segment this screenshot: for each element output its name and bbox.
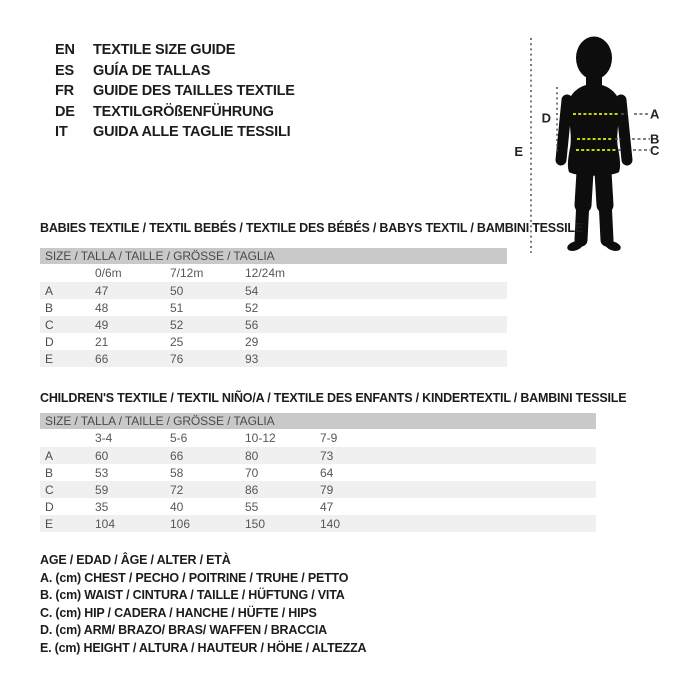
left-arm-shape <box>561 100 567 160</box>
legend-line-age: AGE / EDAD / ÂGE / ALTER / ETÀ <box>40 553 231 567</box>
table-cell: 73 <box>320 448 334 463</box>
table-cell: 86 <box>245 482 259 497</box>
legend-line-arm: D. (cm) ARM/ BRAZO/ BRAS/ WAFFEN / BRACCIA <box>40 623 327 637</box>
table-cell: 80 <box>245 448 259 463</box>
column-header: 7/12m <box>170 266 204 280</box>
label-e: E <box>514 144 523 159</box>
babies-size-table <box>40 248 507 367</box>
table-cell: 35 <box>95 499 109 514</box>
neck-shape <box>586 70 602 86</box>
legend-line-chest: A. (cm) CHEST / PECHO / POITRINE / TRUHE / PETTO <box>40 570 349 585</box>
table-row <box>40 282 507 299</box>
table-cell: 49 <box>95 317 109 332</box>
table-cell: 140 <box>320 516 341 531</box>
children-size-table <box>40 413 596 532</box>
column-header: 3-4 <box>95 431 113 445</box>
table-cell: 55 <box>245 499 259 514</box>
label-c: C <box>650 143 660 158</box>
right-leg-shape <box>604 180 607 240</box>
table-row <box>40 447 596 464</box>
table-cell: 64 <box>320 465 334 480</box>
table-cell: 47 <box>320 499 334 514</box>
table-row <box>40 299 507 316</box>
row-label: D <box>45 499 54 514</box>
table-cell: 48 <box>95 300 109 315</box>
table-cell: 51 <box>170 300 184 315</box>
table-cell: 76 <box>170 351 184 366</box>
table-cell: 72 <box>170 482 184 497</box>
table-cell: 29 <box>245 334 259 349</box>
table-cell: 50 <box>170 283 184 298</box>
table-row <box>40 481 596 498</box>
table-cell: 60 <box>95 448 109 463</box>
row-label: B <box>45 465 54 480</box>
babies-size-header-bar: SIZE / TALLA / TAILLE / GRÖSSE / TAGLIA <box>40 248 507 264</box>
right-arm-shape <box>621 100 627 160</box>
table-cell: 25 <box>170 334 184 349</box>
table-cell: 58 <box>170 465 184 480</box>
row-label: A <box>45 283 54 298</box>
table-cell: 40 <box>170 499 184 514</box>
legend-line-hip: C. (cm) HIP / CADERA / HANCHE / HÜFTE / HIPS <box>40 605 317 620</box>
table-cell: 52 <box>170 317 184 332</box>
row-label: A <box>45 448 54 463</box>
column-header: 12/24m <box>245 266 286 280</box>
row-label: E <box>45 351 54 366</box>
row-label: E <box>45 516 54 531</box>
table-cell: 21 <box>95 334 109 349</box>
table-cell: 59 <box>95 482 109 497</box>
table-row <box>40 515 596 532</box>
table-cell: 66 <box>95 351 109 366</box>
table-cell: 66 <box>170 448 184 463</box>
table-row <box>40 464 596 481</box>
label-a: A <box>650 106 660 122</box>
legend-line-height: E. (cm) HEIGHT / ALTURA / HAUTEUR / HÖHE / ALTEZZA <box>40 640 367 655</box>
table-cell: 54 <box>245 283 259 298</box>
language-code: ES <box>55 62 74 79</box>
table-cell: 47 <box>95 283 109 298</box>
language-title-list <box>55 40 295 143</box>
row-label: D <box>45 334 54 349</box>
column-header: 5-6 <box>170 431 188 445</box>
language-row <box>55 122 295 143</box>
language-row <box>55 61 295 82</box>
table-cell: 150 <box>245 516 266 531</box>
language-name: GUIDA ALLE TAGLIE TESSILI <box>93 124 291 140</box>
row-label: C <box>45 482 54 497</box>
table-cell: 70 <box>245 465 259 480</box>
torso-shape <box>568 84 620 176</box>
label-b: B <box>650 131 660 147</box>
measurement-legend <box>40 552 366 657</box>
table-cell: 93 <box>245 351 259 366</box>
language-name: TEXTILE SIZE GUIDE <box>93 42 236 58</box>
children-column-header-row <box>40 429 596 447</box>
language-code: DE <box>55 103 75 120</box>
label-d: D <box>541 110 551 126</box>
language-code: EN <box>55 42 75 58</box>
table-cell: 52 <box>245 300 259 315</box>
column-header: 7-9 <box>320 431 338 445</box>
column-header: 0/6m <box>95 266 122 280</box>
table-cell: 53 <box>95 465 109 480</box>
children-size-header-bar: SIZE / TALLA / TAILLE / GRÖSSE / TAGLIA <box>40 413 596 429</box>
legend-line-waist: B. (cm) WAIST / CINTURA / TAILLE / HÜFTUNG / VITA <box>40 588 345 602</box>
language-row <box>55 81 295 102</box>
table-cell: 104 <box>95 516 116 531</box>
table-row <box>40 498 596 515</box>
language-code: FR <box>55 83 74 99</box>
table-row <box>40 333 507 350</box>
language-code: IT <box>55 124 68 140</box>
table-cell: 56 <box>245 317 259 332</box>
table-cell: 79 <box>320 482 334 497</box>
babies-section-title: BABIES TEXTILE / TEXTIL BEBÉS / TEXTILE DES BÉBÉS / BABYS TEXTIL / BAMBINI TESSILE <box>40 221 583 235</box>
row-label: B <box>45 300 54 315</box>
babies-column-header-row <box>40 264 507 282</box>
table-row <box>40 316 507 333</box>
language-row <box>55 40 295 61</box>
language-name: GUIDE DES TAILLES TEXTILE <box>93 83 295 99</box>
column-header: 10-12 <box>245 431 276 445</box>
children-section-title: CHILDREN'S TEXTILE / TEXTIL NIÑO/A / TEXTILE DES ENFANTS / KINDERTEXTIL / BAMBINI TESSILE <box>40 391 627 405</box>
language-row <box>55 102 295 123</box>
language-name: GUÍA DE TALLAS <box>93 62 211 79</box>
row-label: C <box>45 317 54 332</box>
language-name: TEXTILGRÖßENFÜHRUNG <box>93 103 274 120</box>
table-cell: 106 <box>170 516 191 531</box>
table-row <box>40 350 507 367</box>
